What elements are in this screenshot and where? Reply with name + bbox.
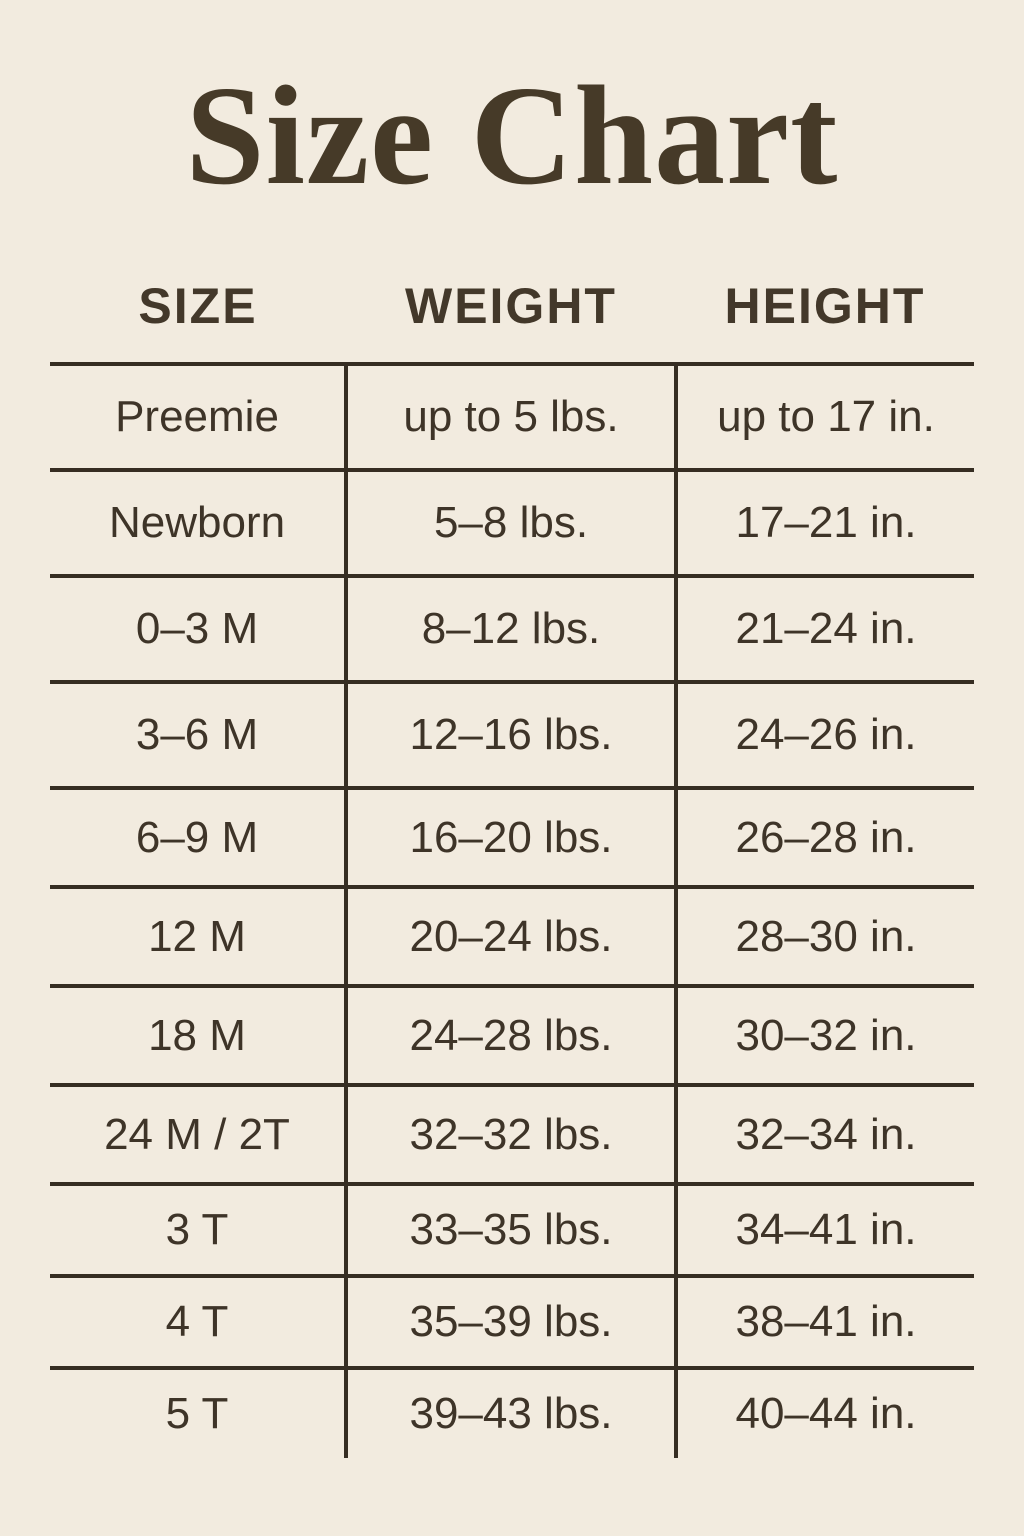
cell-weight: 24–28 lbs. [346,986,676,1085]
cell-weight: 16–20 lbs. [346,788,676,887]
cell-weight: up to 5 lbs. [346,364,676,470]
table-row [50,1184,974,1276]
page-title: Size Chart [185,56,839,214]
cell-weight: 8–12 lbs. [346,576,676,682]
column-header-height: HEIGHT [724,278,926,334]
table-row [50,1276,974,1368]
cell-height: 34–41 in. [676,1184,974,1276]
table-row [50,788,974,887]
header-row [50,250,974,364]
cell-weight: 5–8 lbs. [346,470,676,576]
cell-size: Preemie [50,364,346,470]
cell-size: 6–9 M [50,788,346,887]
cell-weight: 12–16 lbs. [346,682,676,788]
cell-height: 38–41 in. [676,1276,974,1368]
cell-size: 18 M [50,986,346,1085]
cell-height: 30–32 in. [676,986,974,1085]
table-row [50,1368,974,1458]
column-header-size: SIZE [138,278,258,334]
cell-height: 28–30 in. [676,887,974,986]
cell-height: up to 17 in. [676,364,974,470]
table-header [50,250,974,364]
cell-height: 32–34 in. [676,1085,974,1184]
cell-height: 26–28 in. [676,788,974,887]
table-row [50,470,974,576]
cell-weight: 20–24 lbs. [346,887,676,986]
cell-weight: 33–35 lbs. [346,1184,676,1276]
table-row [50,364,974,470]
cell-weight: 39–43 lbs. [346,1368,676,1458]
cell-weight: 32–32 lbs. [346,1085,676,1184]
table-row [50,1085,974,1184]
table-row [50,986,974,1085]
cell-size: 3–6 M [50,682,346,788]
cell-size: 24 M / 2T [50,1085,346,1184]
size-chart-table [50,250,974,1458]
cell-size: Newborn [50,470,346,576]
table-body [50,364,974,1458]
column-header-weight: WEIGHT [405,278,617,334]
cell-size: 5 T [50,1368,346,1458]
cell-size: 4 T [50,1276,346,1368]
cell-height: 21–24 in. [676,576,974,682]
cell-size: 12 M [50,887,346,986]
table-row [50,682,974,788]
cell-weight: 35–39 lbs. [346,1276,676,1368]
table-row [50,576,974,682]
cell-size: 0–3 M [50,576,346,682]
cell-size: 3 T [50,1184,346,1276]
cell-height: 24–26 in. [676,682,974,788]
cell-height: 17–21 in. [676,470,974,576]
cell-height: 40–44 in. [676,1368,974,1458]
table-row [50,887,974,986]
